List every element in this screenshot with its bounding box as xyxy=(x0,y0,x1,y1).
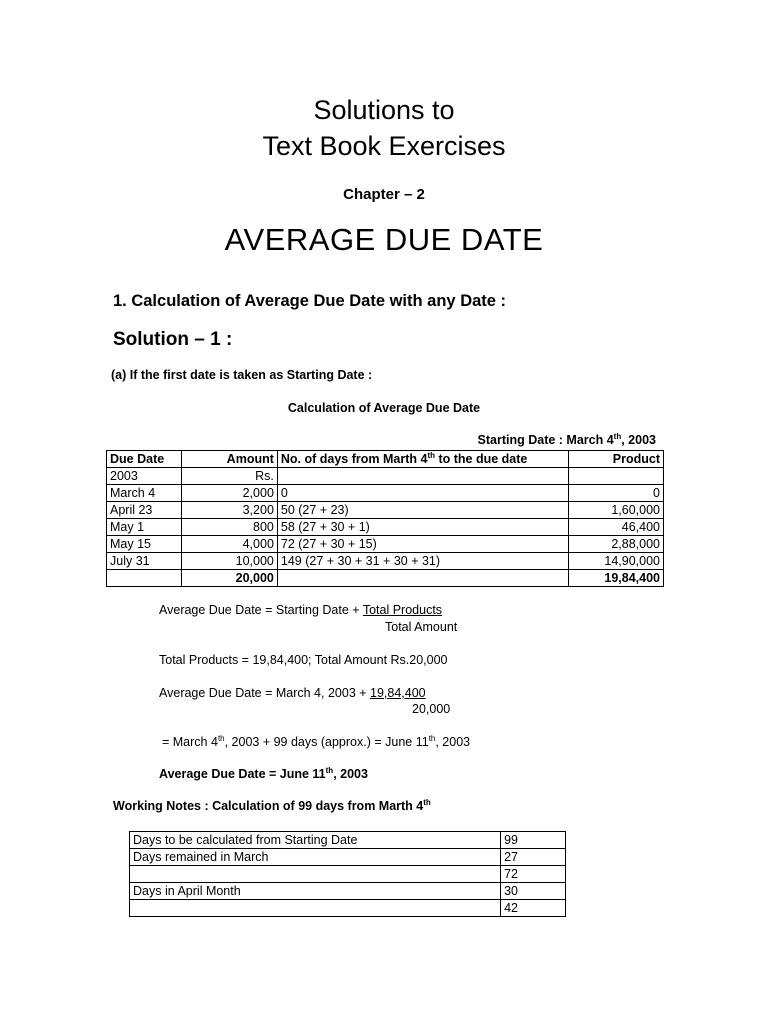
solution-heading: Solution – 1 : xyxy=(113,329,233,350)
note-value: 42 xyxy=(501,900,566,917)
section-heading: 1. Calculation of Average Due Date with any Date : xyxy=(113,292,507,310)
cell-product: 1,60,000 xyxy=(569,502,664,519)
cell-total-label xyxy=(107,570,182,587)
cell-amount: 4,000 xyxy=(182,536,278,553)
cell-total-product: 19,84,400 xyxy=(569,570,664,587)
table-row xyxy=(107,485,664,502)
cell-due-date: July 31 xyxy=(107,553,182,570)
title-line-1: Solutions to xyxy=(313,95,455,125)
note-value: 30 xyxy=(501,883,566,900)
cell-total-amount: 20,000 xyxy=(182,570,278,587)
header-amount: Amount xyxy=(182,451,278,468)
table-row xyxy=(107,519,664,536)
table-row xyxy=(107,536,664,553)
cell-due-date: May 15 xyxy=(107,536,182,553)
title-line-2: Text Book Exercises xyxy=(262,131,506,161)
table-header-row xyxy=(107,451,664,468)
table-row xyxy=(130,832,566,849)
cell-days: 58 (27 + 30 + 1) xyxy=(277,519,569,536)
table-row xyxy=(107,553,664,570)
formula-denominator-2: 20,000 xyxy=(412,702,451,716)
cell-days: 149 (27 + 30 + 31 + 30 + 31) xyxy=(277,553,569,570)
note-label xyxy=(130,866,501,883)
note-value: 27 xyxy=(501,849,566,866)
cell-days: 50 (27 + 23) xyxy=(277,502,569,519)
cell-total-days xyxy=(277,570,569,587)
header-days: No. of days from Marth 4th to the due date xyxy=(277,451,569,468)
cell-due-date: April 23 xyxy=(107,502,182,519)
note-label: Days in April Month xyxy=(130,883,501,900)
cell-due-date: May 1 xyxy=(107,519,182,536)
table-row xyxy=(107,468,664,485)
note-value: 99 xyxy=(501,832,566,849)
cell-amount: 2,000 xyxy=(182,485,278,502)
header-due-date: Due Date xyxy=(107,451,182,468)
calc-title: Calculation of Average Due Date xyxy=(287,401,481,415)
cell-due-date: March 4 xyxy=(107,485,182,502)
cell-due-date: 2003 xyxy=(107,468,182,485)
note-label xyxy=(130,900,501,917)
chapter-label: Chapter – 2 xyxy=(343,186,425,203)
note-value: 72 xyxy=(501,866,566,883)
formula-line-2: Total Products = 19,84,400; Total Amount Rs.20,000 xyxy=(159,653,448,667)
cell-product xyxy=(569,468,664,485)
cell-amount: 800 xyxy=(182,519,278,536)
cell-days: 0 xyxy=(277,485,569,502)
cell-amount: 3,200 xyxy=(182,502,278,519)
formula-numerator: Total Products xyxy=(362,603,443,617)
formula-line-1: Average Due Date = Starting Date + Total Products xyxy=(159,603,443,617)
formula-numerator-2: 19,84,400 xyxy=(370,686,426,700)
cell-amount: Rs. xyxy=(182,468,278,485)
working-notes-title: Working Notes : Calculation of 99 days from Marth 4th xyxy=(113,797,431,813)
cell-days: 72 (27 + 30 + 15) xyxy=(277,536,569,553)
cell-days xyxy=(277,468,569,485)
table-row xyxy=(130,883,566,900)
table-row xyxy=(130,849,566,866)
formula-line-3: Average Due Date = March 4, 2003 + 19,84,400 xyxy=(159,686,426,700)
cell-product: 0 xyxy=(569,485,664,502)
result-line: Average Due Date = June 11th, 2003 xyxy=(159,765,368,781)
table-row xyxy=(130,900,566,917)
formula-line-4: = March 4th, 2003 + 99 days (approx.) = June 11th, 2003 xyxy=(162,733,471,749)
sub-heading: (a) If the first date is taken as Starting Date : xyxy=(111,368,373,382)
starting-date: Starting Date : March 4th, 2003 xyxy=(477,431,656,447)
page-title: AVERAGE DUE DATE xyxy=(224,222,544,257)
table-total-row xyxy=(107,570,664,587)
header-product: Product xyxy=(569,451,664,468)
cell-amount: 10,000 xyxy=(182,553,278,570)
cell-product: 2,88,000 xyxy=(569,536,664,553)
note-label: Days to be calculated from Starting Date xyxy=(130,832,501,849)
formula-denominator: Total Amount xyxy=(385,620,458,634)
working-notes-table xyxy=(129,831,566,917)
note-label: Days remained in March xyxy=(130,849,501,866)
table-row xyxy=(130,866,566,883)
cell-product: 14,90,000 xyxy=(569,553,664,570)
table-row xyxy=(107,502,664,519)
average-due-date-table xyxy=(106,450,664,587)
cell-product: 46,400 xyxy=(569,519,664,536)
